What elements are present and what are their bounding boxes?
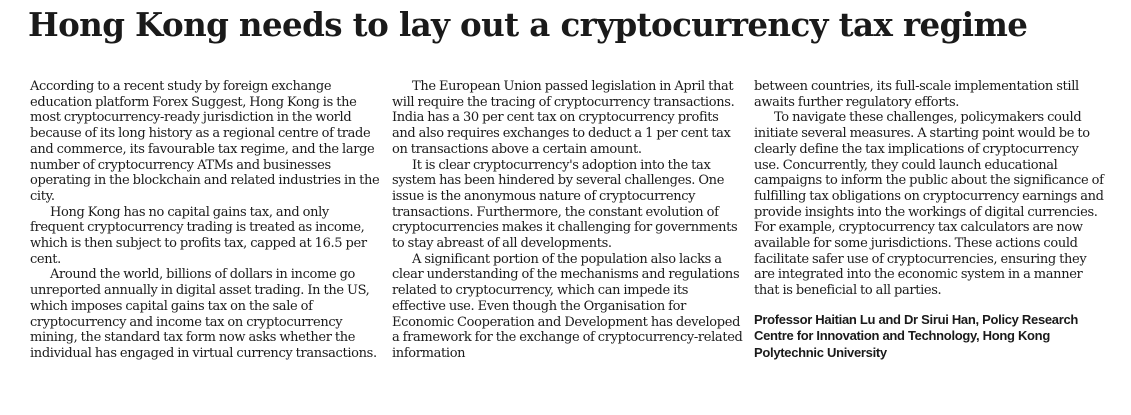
- article-column-2: [392, 79, 744, 362]
- article-headline: Hong Kong needs to lay out a cryptocurrency tax regime: [28, 5, 1028, 44]
- article-column-3: [754, 79, 1106, 361]
- article-paragraph: A significant portion of the population also lacks a clear understanding of the mechanisms and regulations related to cryptocurrency, which can impede its effective use. Even though the Organisation for Economic Cooperation and Development has developed a framework for the exchange of cryptocurrency-related information: [392, 251, 743, 361]
- article-column-1: [30, 79, 384, 362]
- article-paragraph: Around the world, billions of dollars in income go unreported annually in digital asset trading. In the US, which imposes capital gains tax on the sale of cryptocurrency and income tax on cryptocurrency mining, the standard tax form now asks whether the individual has engaged in virtual currency transactions.: [30, 267, 377, 361]
- article-paragraph: The European Union passed legislation in April that will require the tracing of cryptocurrency transactions. India has a 30 per cent tax on cryptocurrency profits and also requires exchanges to deduct a 1 per cent tax on transactions above a certain amount.: [392, 79, 735, 157]
- article-paragraph: It is clear cryptocurrency's adoption into the tax system has been hindered by several challenges. One issue is the anonymous nature of cryptocurrency transactions. Furthermore, the constant evolution of cryptocurrencies makes it challenging for governments to stay abreast of all developments.: [392, 157, 738, 252]
- author-byline: Professor Haitian Lu and Dr Sirui Han, Policy Research Centre for Innovation and Technology, Hong Kong Polytechnic University: [754, 311, 1079, 360]
- article-paragraph: Hong Kong has no capital gains tax, and only frequent cryptocurrency trading is treated as income, which is then subject to profits tax, capped at 16.5 per cent.: [30, 204, 367, 267]
- article-paragraph: To navigate these challenges, policymakers could initiate several measures. A starting point would be to clearly define the tax implications of cryptocurrency use. Concurrently, they could launch educational campaigns to inform the public about the significance of fulfilling tax obligations on cryptocurrency earnings and provide insights into the workings of digital currencies. For example, cryptocurrency tax calculators are now available for some jurisdictions. These actions could facilitate safer use of cryptocurrencies, ensuring they are integrated into the economic system in a manner that is beneficial to all parties.: [754, 110, 1104, 299]
- article-paragraph: According to a recent study by foreign exchange education platform Forex Suggest, Hong Kong is the most cryptocurrency-ready jurisdiction in the world because of its long history as a regional centre of trade and commerce, its favourable tax regime, and the large number of cryptocurrency ATMs and businesses operating in the blockchain and related industries in the city.: [30, 79, 380, 204]
- article-paragraph: between countries, its full-scale implementation still awaits further regulatory efforts.: [754, 79, 1079, 110]
